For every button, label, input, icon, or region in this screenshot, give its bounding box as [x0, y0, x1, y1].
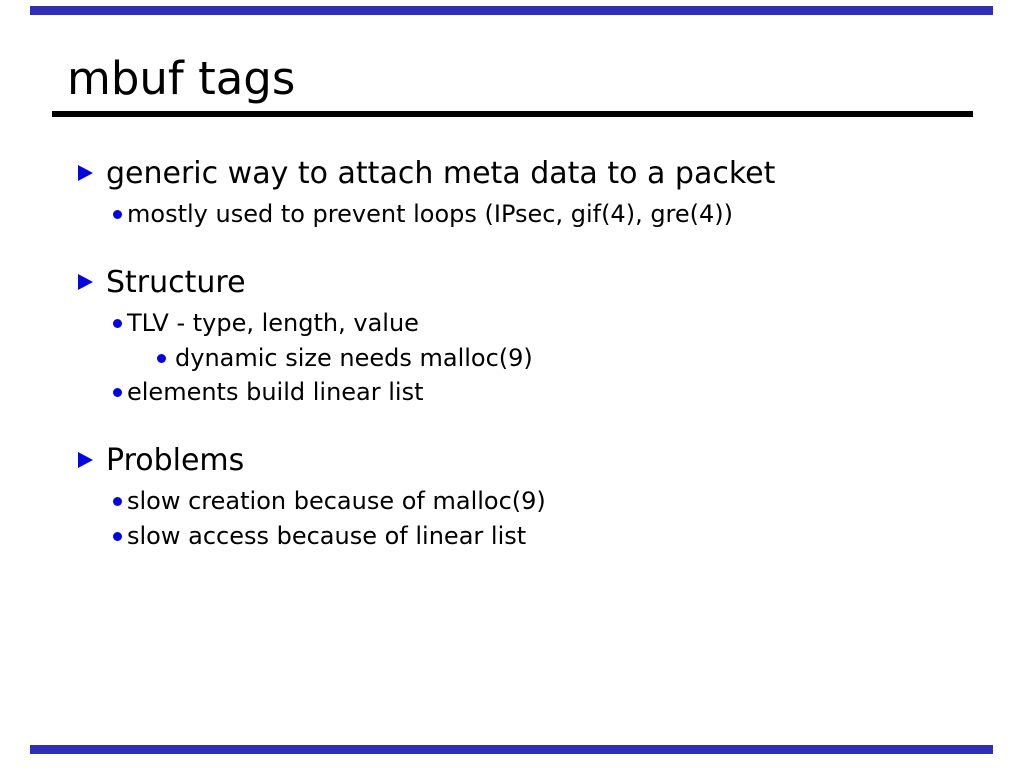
list-item [0, 344, 1024, 373]
dot-bullet-icon [113, 388, 122, 397]
list-item [0, 265, 1024, 301]
list-item [0, 156, 1024, 192]
bullet-text: Structure [106, 264, 246, 300]
list-item [0, 443, 1024, 479]
list-item [0, 309, 1024, 338]
bullet-text: mostly used to prevent loops (IPsec, gif(4), gre(4)) [127, 200, 734, 228]
bullet-text: dynamic size needs malloc(9) [175, 343, 533, 372]
bullet-list [0, 156, 1024, 557]
dot-bullet-icon [113, 497, 122, 506]
list-item [0, 200, 1024, 229]
triangle-right-bullet-icon [78, 274, 93, 290]
bullet-text: generic way to attach meta data to a packet [106, 156, 776, 191]
title-underline-rule [52, 111, 973, 117]
dot-bullet-icon [157, 354, 166, 363]
bullet-text: elements build linear list [127, 378, 424, 407]
triangle-right-bullet-icon [78, 165, 93, 181]
list-item [0, 378, 1024, 407]
bullet-text: TLV - type, length, value [127, 308, 419, 337]
list-item [0, 522, 1024, 551]
dot-bullet-icon [113, 532, 122, 541]
dot-bullet-icon [113, 210, 122, 219]
triangle-right-bullet-icon [78, 452, 93, 468]
bullet-text: Problems [106, 443, 245, 479]
dot-bullet-icon [113, 319, 122, 328]
list-item [0, 487, 1024, 516]
bullet-text: slow creation because of malloc(9) [127, 487, 546, 516]
slide-title: mbuf tags [67, 52, 296, 105]
bottom-border-bar [30, 745, 993, 754]
top-border-bar [30, 6, 993, 15]
bullet-text: slow access because of linear list [127, 521, 527, 550]
